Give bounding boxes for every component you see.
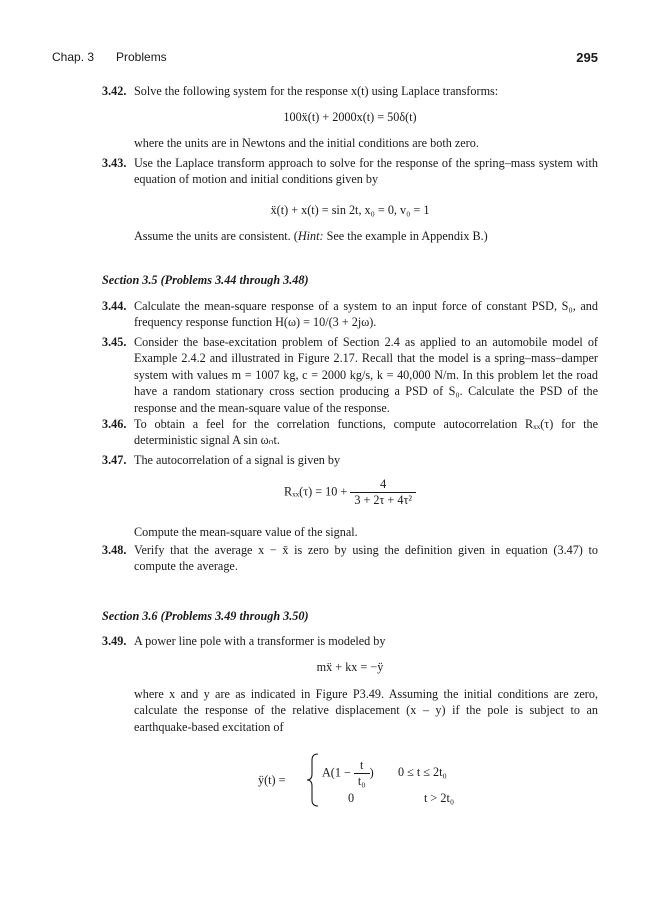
section-label: Problems <box>116 50 167 64</box>
problem-number: 3.49. <box>102 634 127 648</box>
problem-number: 3.47. <box>102 453 127 467</box>
fraction <box>350 477 416 508</box>
problem-3-44 <box>102 298 598 331</box>
case-1-prefix: A(1 − <box>322 765 351 780</box>
problem-3-47-after: Compute the mean-square value of the signal. <box>134 525 358 539</box>
hint-label: Hint: <box>297 229 324 243</box>
case-2-condition: t > 2t₀ <box>424 791 455 805</box>
problem-text: Calculate the mean-square response of a system to an input force of constant PSD, S₀, and frequency response function H(ω) = 10/(3 + 2jω). <box>134 299 598 330</box>
case-1-close: ) <box>369 765 374 780</box>
problem-number: 3.48. <box>102 543 127 557</box>
left-brace-icon <box>306 752 320 808</box>
problem-3-49 <box>102 633 598 649</box>
case-1-denominator: t₀ <box>357 774 366 788</box>
problem-3-43 <box>102 155 598 188</box>
problem-number: 3.44. <box>102 299 127 313</box>
problem-3-47 <box>102 452 598 468</box>
chapter-label: Chap. 3 <box>52 50 95 64</box>
equation-3-43: ẍ(t) + x(t) = sin 2t, x₀ = 0, v₀ = 1 <box>270 203 430 217</box>
section-heading-3-5: Section 3.5 (Problems 3.44 through 3.48) <box>102 273 309 287</box>
problem-3-42-after: where the units are in Newtons and the initial conditions are both zero. <box>134 136 479 150</box>
problem-text: A power line pole with a transformer is modeled by <box>134 634 386 648</box>
problem-3-49-after: where x and y are as indicated in Figure P3.49. Assuming the initial conditions are zero, calculate the response of the relative displacement (x – y) if the pole is subject to an earthquake-based excitation of <box>134 687 598 734</box>
hint-text: See the example in Appendix B.) <box>323 229 488 243</box>
problem-text: Solve the following system for the response x(t) using Laplace transforms: <box>134 84 499 98</box>
problem-text: Verify that the average x − x̄ is zero by using the definition given in equation (3.47) to compute the average. <box>134 543 598 574</box>
fraction-denominator: 3 + 2τ + 4τ² <box>354 493 412 507</box>
case-1-fraction <box>354 758 370 789</box>
running-header <box>52 50 598 68</box>
case-1-numerator: t <box>354 758 370 774</box>
problem-number: 3.46. <box>102 417 127 431</box>
equation-3-47 <box>102 477 598 508</box>
problem-3-42 <box>102 83 598 99</box>
problem-number: 3.42. <box>102 84 127 98</box>
problem-number: 3.45. <box>102 335 127 349</box>
problem-3-48 <box>102 542 598 575</box>
problem-3-45 <box>102 334 598 416</box>
page-number: 295 <box>576 50 598 65</box>
problem-text: The autocorrelation of a signal is given by <box>134 453 341 467</box>
problem-3-46 <box>102 416 598 449</box>
case-1-condition: 0 ≤ t ≤ 2t₀ <box>398 765 447 779</box>
piecewise-equation <box>250 752 510 812</box>
problem-text: Use the Laplace transform approach to solve for the response of the spring–mass system with equation of motion and initial conditions given by <box>134 156 598 187</box>
problem-number: 3.43. <box>102 156 127 170</box>
section-heading-3-6: Section 3.6 (Problems 3.49 through 3.50) <box>102 609 309 623</box>
case-1-expression <box>322 758 374 789</box>
equation-3-49: mẍ + kx = −ÿ <box>316 660 384 674</box>
case-2-expression: 0 <box>348 791 355 805</box>
problem-text: To obtain a feel for the correlation functions, compute autocorrelation Rₓₓ(τ) for the deterministic signal A sin ωₙt. <box>134 417 598 448</box>
problem-3-43-after <box>134 228 598 244</box>
fraction-numerator: 4 <box>350 477 416 493</box>
equation-3-42: 100ẍ(t) + 2000x(t) = 50δ(t) <box>283 110 417 124</box>
hint-prefix: Assume the units are consistent. ( <box>134 229 298 243</box>
equation-lhs: Rₓₓ(τ) = 10 + <box>283 484 348 499</box>
piecewise-lhs: ÿ(t) = <box>258 773 286 787</box>
problem-text: Consider the base-excitation problem of Section 2.4 as applied to an automobile model of Example 2.4.2 and illustrated in Figure 2.17. Recall that the model is a spring–mass–damper system with values m = 1007 kg, c = 2000 kg/s, k = 40,000 N/m. In this problem let the road have a random stationary cross section producing a PSD of S₀. Calculate the PSD of the response and the mean-square value of the response. <box>134 335 598 415</box>
